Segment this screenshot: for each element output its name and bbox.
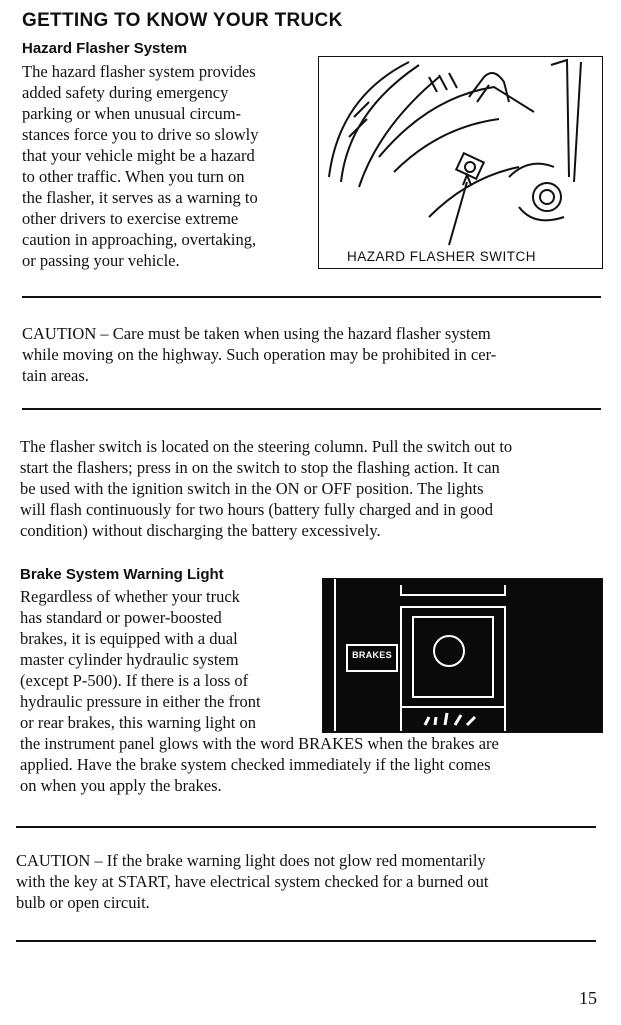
text-line: has standard or power-boosted [20,608,222,627]
text-line: tain areas. [22,366,89,385]
hazard-heading: Hazard Flasher System [22,40,188,57]
steering-column-illustration [319,57,601,247]
text-line: applied. Have the brake system checked immediately if the light comes [20,755,491,774]
brakes-warning-label: BRAKES [352,650,392,660]
divider [16,826,596,828]
text-line: start the flashers; press in on the switch to stop the flashing action. It can [20,458,500,477]
caution-brake-paragraph [16,850,489,913]
figure-caption: HAZARD FLASHER SWITCH [347,249,537,264]
text-line: stances force you to drive so slowly [22,125,259,144]
brake-heading: Brake System Warning Light [20,566,224,583]
flasher-switch-paragraph [20,436,512,541]
divider [16,940,596,942]
text-line: The flasher switch is located on the steering column. Pull the switch out to [20,437,513,456]
text-line: CAUTION – Care must be taken when using the hazard flasher system [22,324,491,343]
text-line: other drivers to exercise extreme [22,209,239,228]
text-line: with the key at START, have electrical system checked for a burned out [16,872,489,891]
text-line: or rear brakes, this warning light on [20,713,256,732]
text-line: condition) without discharging the battery excessively. [20,521,381,540]
text-line: CAUTION – If the brake warning light does not glow red momentarily [16,851,486,870]
divider [22,296,601,298]
page-number: 15 [579,988,597,1008]
text-line: brakes, it is equipped with a dual [20,629,238,648]
text-line: caution in approaching, overtaking, [22,230,257,249]
text-line: be used with the ignition switch in the ON or OFF position. The lights [20,479,484,498]
text-line: (except P-500). If there is a loss of [20,671,249,690]
hazard-flasher-figure [318,56,603,269]
text-line: master cylinder hydraulic system [20,650,239,669]
text-line: added safety during emergency [22,83,229,102]
text-line: Regardless of whether your truck [20,587,240,606]
text-line: while moving on the highway. Such operation may be prohibited in cer- [22,345,497,364]
text-line: bulb or open circuit. [16,893,150,912]
hazard-paragraph [22,61,258,271]
divider [22,408,601,410]
text-line: parking or when unusual circum- [22,104,242,123]
text-line: will flash continuously for two hours (battery fully charged and in good [20,500,494,519]
caution-hazard-paragraph [22,323,496,386]
text-line: hydraulic pressure in either the front [20,692,261,711]
page-title: GETTING TO KNOW YOUR TRUCK [22,10,343,31]
text-line: or passing your vehicle. [22,251,180,270]
text-line: The hazard flasher system provides [22,62,256,81]
brake-warning-figure [322,578,603,733]
text-line: the flasher, it serves as a warning to [22,188,258,207]
text-line: on when you apply the brakes. [20,776,222,795]
text-line: that your vehicle might be a hazard [22,146,255,165]
text-line: the instrument panel glows with the word BRAKES when the brakes are [20,734,499,753]
text-line: to other traffic. When you turn on [22,167,245,186]
